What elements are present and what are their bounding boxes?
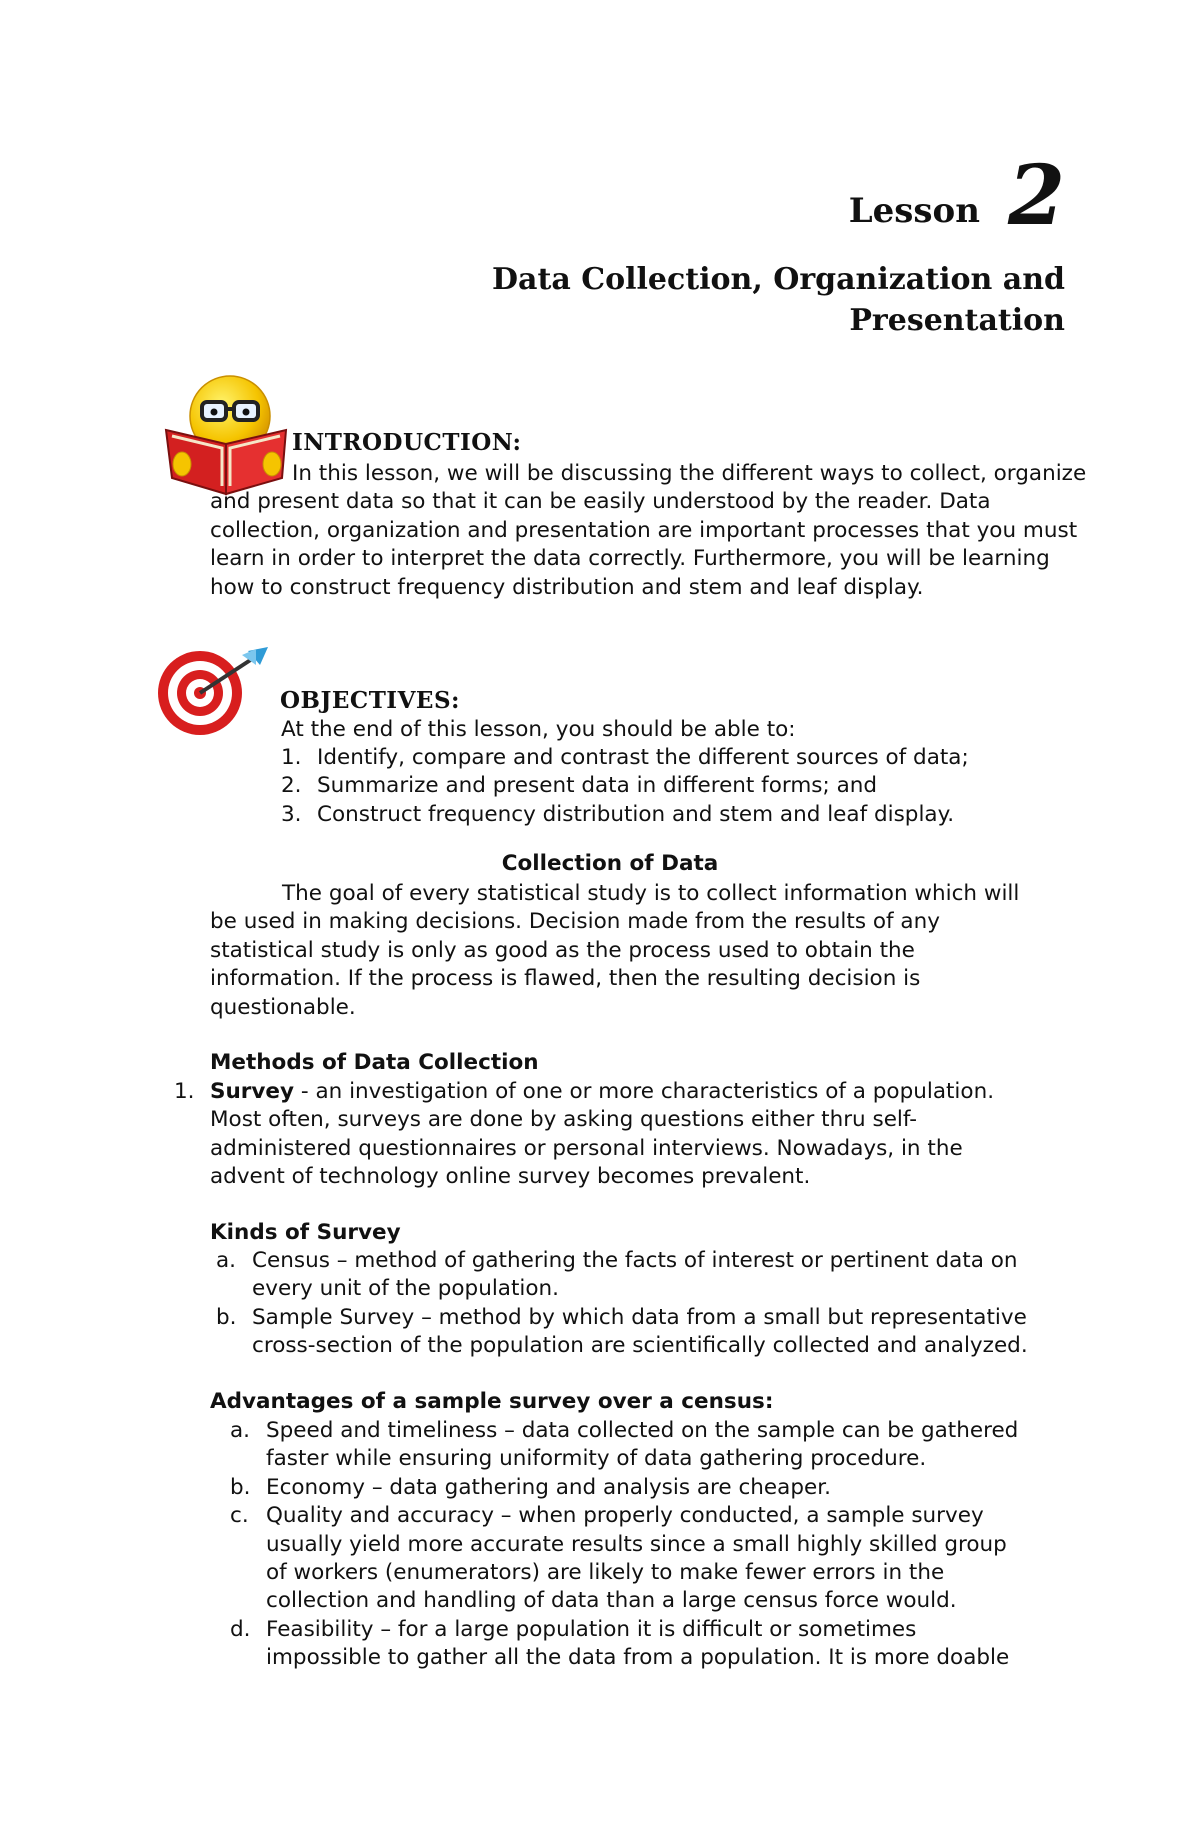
introduction-text — [210, 460, 1090, 602]
lesson-number: 2 — [1007, 148, 1065, 244]
collection-line: questionable. — [210, 994, 356, 1020]
list-item: a. Census – method of gathering the facts of interest or pertinent data on — [216, 1248, 1018, 1273]
objectives-lead: At the end of this lesson, you should be able to: — [281, 717, 796, 742]
list-item-continued: of workers (enumerators) are likely to make fewer errors in the — [266, 1560, 945, 1586]
advantages-heading: Advantages of a sample survey over a census: — [210, 1389, 774, 1414]
survey-line: advent of technology online survey becomes prevalent. — [210, 1164, 811, 1190]
list-item-continued: impossible to gather all the data from a population. It is more doable — [266, 1645, 1010, 1671]
collection-line: information. If the process is flawed, then the resulting decision is — [210, 966, 921, 992]
list-item: 1. Identify, compare and contrast the different sources of data; — [281, 745, 969, 770]
intro-line: and present data so that it can be easily understood by the reader. Data — [210, 489, 991, 515]
list-item-continued: faster while ensuring uniformity of data gathering procedure. — [266, 1446, 927, 1472]
list-item-continued: every unit of the population. — [252, 1276, 559, 1302]
survey-line: - an investigation of one or more characteristics of a population. — [294, 1079, 995, 1104]
intro-line: collection, organization and presentation are important processes that you must — [210, 517, 1078, 543]
list-item: 3. Construct frequency distribution and stem and leaf display. — [281, 801, 955, 827]
lesson-title-line-1: Data Collection, Organization and — [492, 262, 1065, 297]
list-item: a. Speed and timeliness – data collected on the sample can be gathered — [230, 1418, 1019, 1443]
collection-heading: Collection of Data — [501, 851, 719, 876]
collection-line: statistical study is only as good as the process used to obtain the — [210, 937, 915, 963]
list-item: b. Sample Survey – method by which data from a small but representative — [216, 1304, 1027, 1330]
methods-item — [174, 1078, 1074, 1192]
collection-line: be used in making decisions. Decision made from the results of any — [210, 909, 940, 935]
survey-line: Most often, surveys are done by asking questions either thru self- — [210, 1107, 918, 1133]
list-item: d. Feasibility – for a large population it is difficult or sometimes — [230, 1616, 917, 1642]
lesson-title-line-2: Presentation — [849, 303, 1065, 338]
list-item: b. Economy – data gathering and analysis are cheaper. — [230, 1474, 831, 1500]
list-marker: 1. — [174, 1079, 195, 1104]
intro-line: In this lesson, we will be discussing the different ways to collect, organize — [292, 461, 1087, 486]
intro-line: learn in order to interpret the data correctly. Furthermore, you will be learning — [210, 546, 1050, 572]
advantages-list — [230, 1417, 1130, 1673]
collection-line: The goal of every statistical study is to collect information which will — [282, 881, 1020, 906]
methods-heading: Methods of Data Collection — [210, 1050, 539, 1075]
collection-text — [210, 880, 1090, 1022]
kinds-heading: Kinds of Survey — [210, 1220, 401, 1245]
survey-line: administered questionnaires or personal interviews. Nowadays, in the — [210, 1135, 963, 1161]
objectives-heading: OBJECTIVES: — [280, 687, 461, 714]
list-item: c. Quality and accuracy – when properly conducted, a sample survey — [230, 1503, 984, 1529]
list-item-continued: usually yield more accurate results since a small highly skilled group — [266, 1531, 1007, 1557]
list-item: 2. Summarize and present data in different forms; and — [281, 773, 878, 799]
objectives-list — [281, 744, 1121, 829]
intro-line: how to construct frequency distribution and stem and leaf display. — [210, 574, 924, 600]
lesson-word: Lesson — [848, 190, 980, 231]
lesson-label — [848, 148, 1065, 244]
list-item-continued: cross-section of the population are scientifically collected and analyzed. — [252, 1333, 1028, 1359]
kinds-list — [216, 1247, 1116, 1361]
introduction-heading: INTRODUCTION: — [292, 429, 522, 456]
list-item-continued: collection and handling of data than a large census force would. — [266, 1588, 957, 1614]
survey-term: Survey — [210, 1079, 295, 1104]
target-dart-icon — [152, 643, 272, 738]
